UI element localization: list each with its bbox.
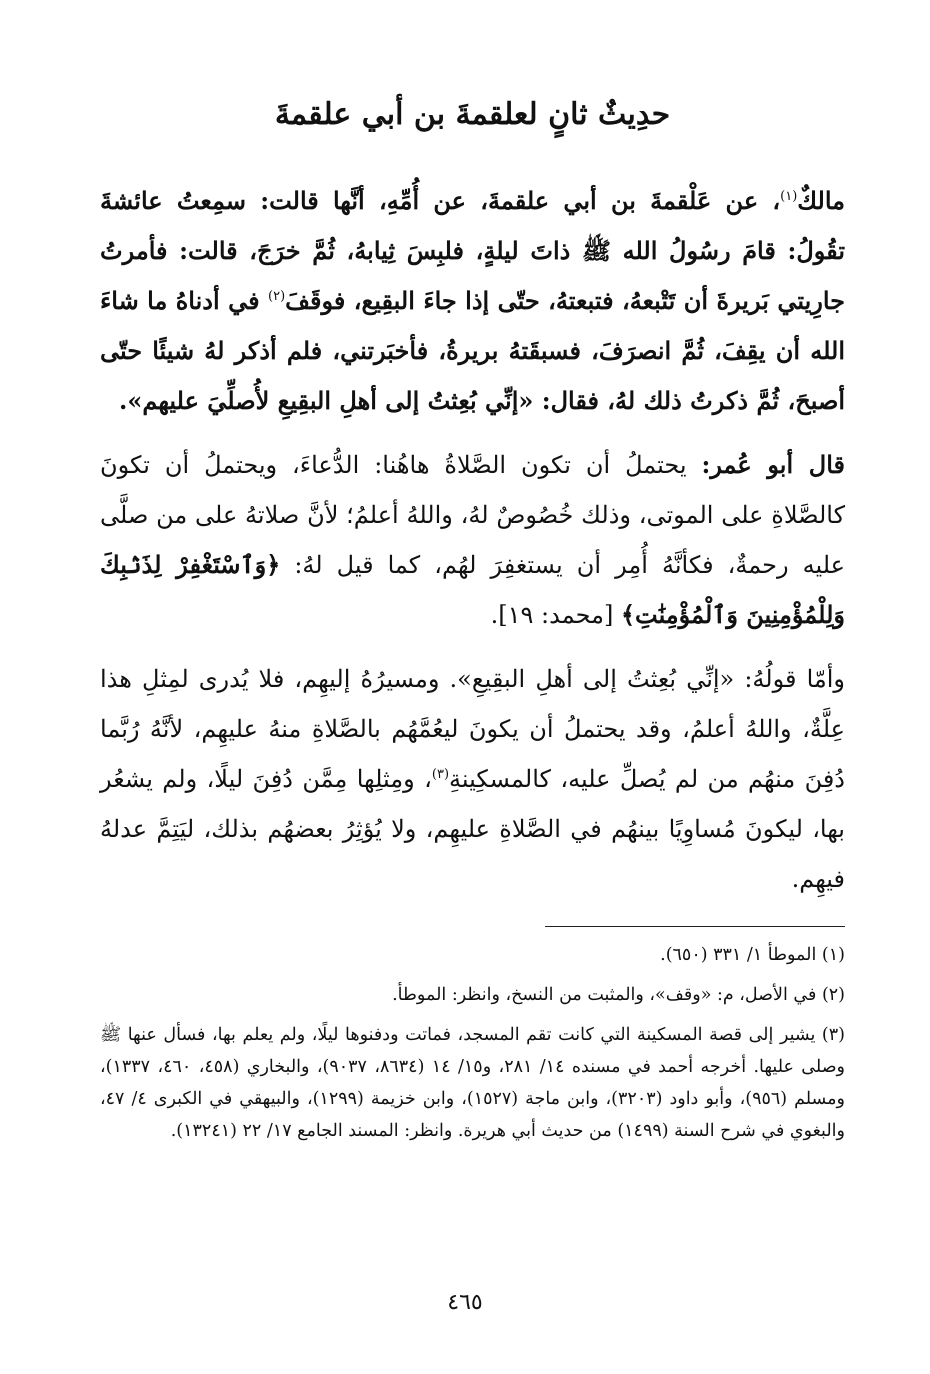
page-body (100, 95, 845, 1155)
quran-reference: [محمد: ١٩]. (490, 601, 621, 629)
hadith-narrator: مالكٌ (797, 186, 845, 215)
footnote-ref-3[interactable]: (٣) (431, 767, 450, 782)
section-title: حدِيثٌ ثانٍ لعلقمةَ بن أبي علقمةَ (274, 97, 671, 132)
commentary-text: وأمّا قولُهُ: «إنِّي بُعِثتُ إلى أهلِ البقِيعِ». ومسيرُهُ إليهِم، فلا يُدرى لمِثلِ هذا عِلَّةٌ، واللهُ أعلمُ، وقد يحتملُ أن يكونَ ليعُمَّهُم بالصَّلاةِ منهُ عليهِم، لأنَّهُ رُبَّما دُفِنَ منهُم من لم يُصلِّ عليه، كالمسكِينةِ (100, 665, 845, 793)
hadith-text: ، عن عَلْقمةَ بن أبي علقمةَ، عن أُمِّهِ، أنَّها قالت: سمِعتُ عائشةَ تقُولُ: قامَ رسُولُ الله ﷺ ذاتَ ليلةٍ، فلبِسَ ثِيابهُ، ثُمَّ خرَجَ، قالت: فأمرتُ جارِيتي بَريرةَ أن تَتْبعهُ، فتبعتهُ، حتّى إذا جاءَ البقِيع، فوقَفَ (100, 186, 845, 315)
commentary-text-continued: ، ومِثلِها مِمَّن دُفِنَ ليلًا، ولم يشعُر بها، ليكونَ مُساوِيًا بينهُم في الصَّلاةِ عليهِم، ولا يُؤثِرُ بعضهُم بذلك، ليَتِمَّ عدلهُ فيهِم. (100, 765, 845, 893)
page-number: ٤٦٥ (447, 1290, 483, 1315)
quran-quote: ﴿وَٱسْتَغْفِرْ لِذَنۢبِكَ وَلِلْمُؤْمِنِينَ وَٱلْمُؤْمِنَٰتِ﴾ (100, 550, 845, 629)
commentary-author: قال أبو عُمر: (701, 450, 846, 479)
footnote-ref-2[interactable]: (٢) (268, 289, 286, 304)
commentary-text: يحتملُ أن تكون الصَّلاةُ هاهُنا: الدُّعاءَ، ويحتملُ أن تكونَ كالصَّلاةِ على الموتى، وذلك خُصُوصٌ لهُ، واللهُ أعلمُ؛ لأنَّ صلاتهُ على من صلَّى عليه رحمةٌ، فكأنَّهُ أُمِر أن يستغفِرَ لهُم، كما قيل لهُ: (100, 451, 845, 579)
hadith-paragraph (100, 176, 845, 426)
footnote-divider (545, 926, 845, 927)
footnote-1: (١) الموطأ ١/ ٣٣١ (٦٥٠). (660, 945, 845, 965)
hadith-text-continued: في أدناهُ ما شاءَ الله أن يقِفَ، ثُمَّ انصرَفَ، فسبقَتهُ بريرةُ، فأخبَرتني، فلم أذكر لهُ شيئًا حتّى أصبحَ، ثُمَّ ذكرتُ ذلك لهُ، فقال: «إنِّي بُعِثتُ إلى أهلِ البقِيعِ لأُصلِّيَ عليهم». (100, 286, 845, 415)
footnote-2: (٢) في الأصل، م: «وقف»، والمثبت من النسخ، وانظر: الموطأ. (392, 985, 845, 1005)
commentary-paragraph-2 (100, 654, 845, 904)
footnote-3: (٣) يشير إلى قصة المسكينة التي كانت تقم المسجد، فماتت ودفنوها ليلًا، ولم يعلم بها، فسأل عنها ﷺ وصلى عليها. أخرجه أحمد في مسنده ١٤/ ٢٨١، و١٥/ ١٤ (٨٦٣٤، ٩٠٣٧)، والبخاري (٤٥٨، ٤٦٠، ١٣٣٧)، ومسلم (٩٥٦)، وأبو داود (٣٢٠٣)، وابن ماجة (١٥٢٧)، وابن خزيمة (١٢٩٩)، والبيهقي في الكبرى ٤/ ٤٧، والبغوي في شرح السنة (١٤٩٩) من حديث أبي هريرة. وانظر: المسند الجامع ١٧/ ٢٢ (١٣٢٤١). (100, 1025, 846, 1141)
footnote-ref-1[interactable]: (١) (780, 189, 798, 204)
commentary-paragraph-1 (100, 440, 845, 640)
